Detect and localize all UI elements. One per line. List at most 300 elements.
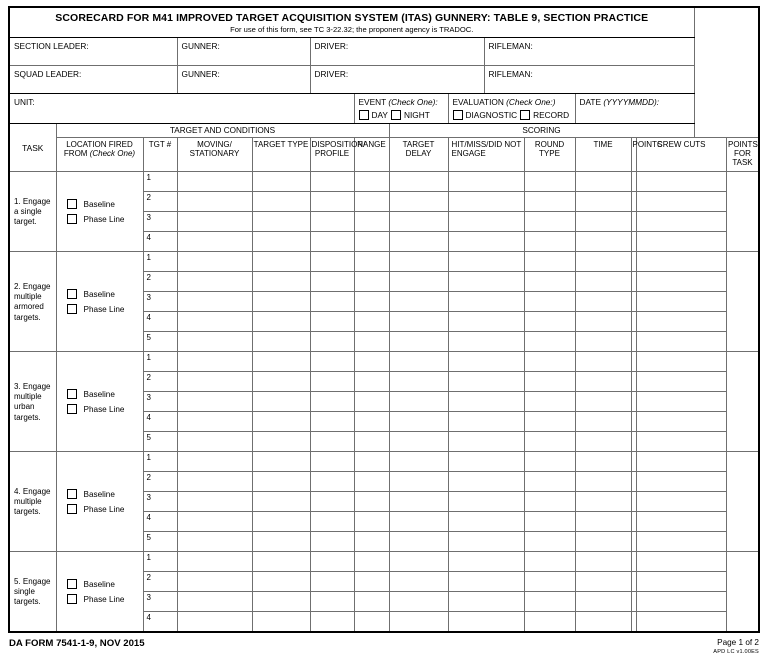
time-cell[interactable] — [575, 532, 631, 552]
evaluation-option-record: RECORD — [533, 109, 570, 120]
crew-cuts-cell[interactable] — [636, 352, 727, 372]
crew-cuts-cell[interactable] — [636, 512, 727, 532]
checkbox-baseline-icon[interactable] — [67, 389, 77, 399]
location-option-label: Phase Line — [83, 304, 125, 314]
round-type-cell[interactable] — [524, 292, 575, 312]
header-location-hint: (Check One) — [89, 149, 136, 159]
evaluation-option-diagnostic: DIAGNOSTIC — [465, 109, 518, 120]
time-cell[interactable] — [575, 492, 631, 512]
target-delay-cell[interactable] — [389, 472, 448, 492]
time-cell[interactable] — [575, 612, 631, 633]
time-cell[interactable] — [575, 212, 631, 232]
header-moving-stationary: MOVING/ STATIONARY — [177, 138, 252, 172]
moving-stationary-cell[interactable] — [177, 172, 252, 192]
rifleman-field-1[interactable]: RIFLEMAN: — [484, 38, 694, 66]
location-options-task-2 — [56, 252, 143, 352]
unit-event-row — [9, 94, 759, 124]
location-option — [67, 389, 141, 399]
location-option-label: Baseline — [83, 489, 115, 499]
round-type-cell[interactable] — [524, 432, 575, 452]
evaluation-label-line — [453, 97, 575, 107]
moving-stationary-cell[interactable] — [177, 592, 252, 612]
hit-miss-cell[interactable] — [448, 412, 524, 432]
target-type-cell[interactable] — [252, 392, 310, 412]
page-number: Page 1 of 2 — [717, 638, 759, 648]
target-delay-cell[interactable] — [389, 592, 448, 612]
target-type-cell[interactable] — [252, 352, 310, 372]
round-type-cell[interactable] — [524, 592, 575, 612]
hit-miss-cell[interactable] — [448, 192, 524, 212]
moving-stationary-cell[interactable] — [177, 512, 252, 532]
disposition-profile-cell[interactable] — [310, 232, 354, 252]
time-cell[interactable] — [575, 232, 631, 252]
hit-miss-cell[interactable] — [448, 532, 524, 552]
header-target-type: TARGET TYPE — [252, 138, 310, 172]
tgt-number-cell: 1 — [143, 172, 177, 192]
location-option — [67, 304, 141, 314]
crew-cuts-cell[interactable] — [636, 272, 727, 292]
task-label-5: 5. Engage single targets. — [9, 552, 56, 633]
target-delay-cell[interactable] — [389, 392, 448, 412]
checkbox-phase-line-icon[interactable] — [67, 304, 77, 314]
disposition-profile-cell[interactable] — [310, 292, 354, 312]
crew-cuts-cell[interactable] — [636, 532, 727, 552]
header-target-and-conditions: TARGET AND CONDITIONS — [56, 124, 389, 138]
form-id: DA FORM 7541-1-9, NOV 2015 — [9, 638, 145, 650]
crew-cuts-cell[interactable] — [636, 192, 727, 212]
disposition-profile-cell[interactable] — [310, 532, 354, 552]
target-type-cell[interactable] — [252, 512, 310, 532]
target-delay-cell[interactable] — [389, 192, 448, 212]
location-option — [67, 214, 141, 224]
hit-miss-cell[interactable] — [448, 332, 524, 352]
moving-stationary-cell[interactable] — [177, 572, 252, 592]
evaluation-hint: (Check One:) — [506, 97, 556, 108]
range-cell[interactable] — [354, 372, 389, 392]
round-type-cell[interactable] — [524, 492, 575, 512]
round-type-cell[interactable] — [524, 212, 575, 232]
disposition-profile-cell[interactable] — [310, 432, 354, 452]
checkbox-baseline-icon[interactable] — [67, 289, 77, 299]
round-type-cell[interactable] — [524, 352, 575, 372]
target-delay-cell[interactable] — [389, 352, 448, 372]
target-type-cell[interactable] — [252, 272, 310, 292]
range-cell[interactable] — [354, 272, 389, 292]
evaluation-options — [453, 110, 575, 120]
crew-cuts-cell[interactable] — [636, 452, 727, 472]
personnel-row-2 — [9, 66, 759, 94]
table-row — [9, 252, 759, 272]
header-round-type: ROUND TYPE — [524, 138, 575, 172]
moving-stationary-cell[interactable] — [177, 252, 252, 272]
tgt-number-cell: 4 — [143, 412, 177, 432]
range-cell[interactable] — [354, 572, 389, 592]
header-crew-cuts: CREW CUTS — [636, 138, 727, 172]
target-delay-cell[interactable] — [389, 312, 448, 332]
time-cell[interactable] — [575, 332, 631, 352]
moving-stationary-cell[interactable] — [177, 292, 252, 312]
hit-miss-cell[interactable] — [448, 292, 524, 312]
disposition-profile-cell[interactable] — [310, 412, 354, 432]
target-type-cell[interactable] — [252, 252, 310, 272]
column-header-row — [9, 138, 759, 172]
crew-cuts-cell[interactable] — [636, 472, 727, 492]
target-delay-cell[interactable] — [389, 372, 448, 392]
time-cell[interactable] — [575, 292, 631, 312]
moving-stationary-cell[interactable] — [177, 232, 252, 252]
tgt-number-cell: 4 — [143, 512, 177, 532]
hit-miss-cell[interactable] — [448, 232, 524, 252]
gunner-field-1[interactable]: GUNNER: — [177, 38, 310, 66]
disposition-profile-cell[interactable] — [310, 372, 354, 392]
range-cell[interactable] — [354, 332, 389, 352]
target-delay-cell[interactable] — [389, 292, 448, 312]
crew-cuts-cell[interactable] — [636, 612, 727, 633]
hit-miss-cell[interactable] — [448, 512, 524, 532]
range-cell[interactable] — [354, 172, 389, 192]
disposition-profile-cell[interactable] — [310, 452, 354, 472]
disposition-profile-cell[interactable] — [310, 172, 354, 192]
range-cell[interactable] — [354, 392, 389, 412]
tgt-number-cell: 5 — [143, 532, 177, 552]
hit-miss-cell[interactable] — [448, 572, 524, 592]
target-type-cell[interactable] — [252, 412, 310, 432]
target-delay-cell[interactable] — [389, 432, 448, 452]
target-delay-cell[interactable] — [389, 332, 448, 352]
disposition-profile-cell[interactable] — [310, 332, 354, 352]
hit-miss-cell[interactable] — [448, 252, 524, 272]
location-option — [67, 579, 141, 589]
points-for-task-cell[interactable] — [727, 352, 760, 452]
range-cell[interactable] — [354, 532, 389, 552]
disposition-profile-cell[interactable] — [310, 312, 354, 332]
evaluation-check-group — [448, 94, 575, 124]
points-for-task-cell[interactable] — [727, 252, 760, 352]
evaluation-label: EVALUATION — [452, 97, 504, 108]
range-cell[interactable] — [354, 192, 389, 212]
time-cell[interactable] — [575, 432, 631, 452]
header-target-delay: TARGET DELAY — [389, 138, 448, 172]
time-cell[interactable] — [575, 572, 631, 592]
rifleman-field-2[interactable]: RIFLEMAN: — [484, 66, 694, 94]
target-type-cell[interactable] — [252, 532, 310, 552]
range-cell[interactable] — [354, 212, 389, 232]
range-cell[interactable] — [354, 512, 389, 532]
target-type-cell[interactable] — [252, 232, 310, 252]
moving-stationary-cell[interactable] — [177, 492, 252, 512]
moving-stationary-cell[interactable] — [177, 472, 252, 492]
target-delay-cell[interactable] — [389, 452, 448, 472]
round-type-cell[interactable] — [524, 572, 575, 592]
crew-cuts-cell[interactable] — [636, 172, 727, 192]
time-cell[interactable] — [575, 372, 631, 392]
hit-miss-cell[interactable] — [448, 592, 524, 612]
hit-miss-cell[interactable] — [448, 472, 524, 492]
group-header-row — [9, 124, 759, 138]
round-type-cell[interactable] — [524, 512, 575, 532]
location-option — [67, 199, 141, 209]
hit-miss-cell[interactable] — [448, 352, 524, 372]
disposition-profile-cell[interactable] — [310, 212, 354, 232]
disposition-profile-cell[interactable] — [310, 252, 354, 272]
crew-cuts-cell[interactable] — [636, 252, 727, 272]
moving-stationary-cell[interactable] — [177, 332, 252, 352]
moving-stationary-cell[interactable] — [177, 192, 252, 212]
target-delay-cell[interactable] — [389, 532, 448, 552]
hit-miss-cell[interactable] — [448, 172, 524, 192]
moving-stationary-cell[interactable] — [177, 312, 252, 332]
disposition-profile-cell[interactable] — [310, 592, 354, 612]
round-type-cell[interactable] — [524, 392, 575, 412]
range-cell[interactable] — [354, 492, 389, 512]
section-leader-field[interactable]: SECTION LEADER: — [9, 38, 177, 66]
location-option-label: Baseline — [83, 579, 115, 589]
tgt-number-cell: 4 — [143, 312, 177, 332]
range-cell[interactable] — [354, 412, 389, 432]
moving-stationary-cell[interactable] — [177, 532, 252, 552]
disposition-profile-cell[interactable] — [310, 392, 354, 412]
disposition-profile-cell[interactable] — [310, 272, 354, 292]
tgt-number-cell: 2 — [143, 272, 177, 292]
hit-miss-cell[interactable] — [448, 272, 524, 292]
disposition-profile-cell[interactable] — [310, 472, 354, 492]
hit-miss-cell[interactable] — [448, 392, 524, 412]
disposition-profile-cell[interactable] — [310, 492, 354, 512]
driver-field-1[interactable]: DRIVER: — [310, 38, 484, 66]
target-type-cell[interactable] — [252, 212, 310, 232]
round-type-cell[interactable] — [524, 532, 575, 552]
target-type-cell[interactable] — [252, 292, 310, 312]
tgt-number-cell: 1 — [143, 352, 177, 372]
time-cell[interactable] — [575, 472, 631, 492]
target-type-cell[interactable] — [252, 312, 310, 332]
header-task: TASK — [9, 124, 56, 172]
target-type-cell[interactable] — [252, 332, 310, 352]
moving-stationary-cell[interactable] — [177, 432, 252, 452]
tgt-number-cell: 3 — [143, 392, 177, 412]
round-type-cell[interactable] — [524, 452, 575, 472]
round-type-cell[interactable] — [524, 232, 575, 252]
event-hint: (Check One): — [388, 97, 438, 108]
crew-cuts-cell[interactable] — [636, 332, 727, 352]
points-for-task-cell[interactable] — [727, 172, 760, 252]
time-cell[interactable] — [575, 272, 631, 292]
round-type-cell[interactable] — [524, 332, 575, 352]
task-label-3: 3. Engage multiple urban targets. — [9, 352, 56, 452]
target-delay-cell[interactable] — [389, 572, 448, 592]
date-label: DATE — [579, 97, 602, 108]
round-type-cell[interactable] — [524, 472, 575, 492]
checkbox-record-icon[interactable] — [520, 110, 530, 120]
points-for-task-cell[interactable] — [727, 452, 760, 552]
target-type-cell[interactable] — [252, 612, 310, 633]
checkbox-baseline-icon[interactable] — [67, 489, 77, 499]
crew-cuts-cell[interactable] — [636, 432, 727, 452]
target-delay-cell[interactable] — [389, 232, 448, 252]
checkbox-phase-line-icon[interactable] — [67, 594, 77, 604]
checkbox-diagnostic-icon[interactable] — [453, 110, 463, 120]
crew-cuts-cell[interactable] — [636, 572, 727, 592]
target-delay-cell[interactable] — [389, 612, 448, 633]
range-cell[interactable] — [354, 592, 389, 612]
round-type-cell[interactable] — [524, 412, 575, 432]
round-type-cell[interactable] — [524, 312, 575, 332]
disposition-profile-cell[interactable] — [310, 352, 354, 372]
header-disposition-profile: DISPOSITION/ PROFILE — [310, 138, 354, 172]
points-for-task-cell[interactable] — [727, 552, 760, 633]
hit-miss-cell[interactable] — [448, 312, 524, 332]
date-label-line — [580, 97, 694, 107]
moving-stationary-cell[interactable] — [177, 372, 252, 392]
checkbox-baseline-icon[interactable] — [67, 579, 77, 589]
header-points: POINTS — [631, 138, 636, 172]
checkbox-phase-line-icon[interactable] — [67, 214, 77, 224]
header-time: TIME — [575, 138, 631, 172]
range-cell[interactable] — [354, 452, 389, 472]
scorecard-form — [8, 6, 760, 633]
checkbox-phase-line-icon[interactable] — [67, 504, 77, 514]
tgt-number-cell: 3 — [143, 492, 177, 512]
crew-cuts-cell[interactable] — [636, 492, 727, 512]
target-delay-cell[interactable] — [389, 412, 448, 432]
range-cell[interactable] — [354, 312, 389, 332]
table-row — [9, 172, 759, 192]
crew-cuts-cell[interactable] — [636, 212, 727, 232]
tgt-number-cell: 2 — [143, 472, 177, 492]
target-delay-cell[interactable] — [389, 492, 448, 512]
range-cell[interactable] — [354, 292, 389, 312]
hit-miss-cell[interactable] — [448, 212, 524, 232]
target-type-cell[interactable] — [252, 452, 310, 472]
target-type-cell[interactable] — [252, 432, 310, 452]
location-option — [67, 489, 141, 499]
moving-stationary-cell[interactable] — [177, 352, 252, 372]
round-type-cell[interactable] — [524, 612, 575, 633]
disposition-profile-cell[interactable] — [310, 572, 354, 592]
checkbox-day-icon[interactable] — [359, 110, 369, 120]
unit-field[interactable]: UNIT: — [9, 94, 354, 124]
range-cell[interactable] — [354, 352, 389, 372]
range-cell[interactable] — [354, 252, 389, 272]
target-type-cell[interactable] — [252, 372, 310, 392]
time-cell[interactable] — [575, 312, 631, 332]
personnel-row-1 — [9, 38, 759, 66]
location-option — [67, 289, 141, 299]
moving-stationary-cell[interactable] — [177, 272, 252, 292]
tgt-number-cell: 4 — [143, 612, 177, 633]
time-cell[interactable] — [575, 392, 631, 412]
moving-stationary-cell[interactable] — [177, 612, 252, 633]
event-label: EVENT — [358, 97, 387, 108]
checkbox-night-icon[interactable] — [391, 110, 401, 120]
hit-miss-cell[interactable] — [448, 492, 524, 512]
target-type-cell[interactable] — [252, 492, 310, 512]
tgt-number-cell: 3 — [143, 592, 177, 612]
moving-stationary-cell[interactable] — [177, 412, 252, 432]
disposition-profile-cell[interactable] — [310, 192, 354, 212]
moving-stationary-cell[interactable] — [177, 452, 252, 472]
time-cell[interactable] — [575, 452, 631, 472]
target-delay-cell[interactable] — [389, 212, 448, 232]
task-label-4: 4. Engage multiple targets. — [9, 452, 56, 552]
time-cell[interactable] — [575, 172, 631, 192]
range-cell[interactable] — [354, 232, 389, 252]
crew-cuts-cell[interactable] — [636, 292, 727, 312]
crew-cuts-cell[interactable] — [636, 372, 727, 392]
time-cell[interactable] — [575, 592, 631, 612]
round-type-cell[interactable] — [524, 252, 575, 272]
tgt-number-cell: 3 — [143, 212, 177, 232]
crew-cuts-cell[interactable] — [636, 232, 727, 252]
range-cell[interactable] — [354, 612, 389, 633]
time-cell[interactable] — [575, 352, 631, 372]
target-type-cell[interactable] — [252, 172, 310, 192]
location-option-label: Baseline — [83, 289, 115, 299]
squad-leader-field[interactable]: SQUAD LEADER: — [9, 66, 177, 94]
time-cell[interactable] — [575, 252, 631, 272]
round-type-cell[interactable] — [524, 192, 575, 212]
round-type-cell[interactable] — [524, 272, 575, 292]
tgt-number-cell: 1 — [143, 552, 177, 572]
tgt-number-cell: 5 — [143, 432, 177, 452]
driver-field-2[interactable]: DRIVER: — [310, 66, 484, 94]
crew-cuts-cell[interactable] — [636, 412, 727, 432]
crew-cuts-cell[interactable] — [636, 592, 727, 612]
disposition-profile-cell[interactable] — [310, 512, 354, 532]
hit-miss-cell[interactable] — [448, 452, 524, 472]
target-delay-cell[interactable] — [389, 172, 448, 192]
hit-miss-cell[interactable] — [448, 432, 524, 452]
crew-cuts-cell[interactable] — [636, 392, 727, 412]
checkbox-baseline-icon[interactable] — [67, 199, 77, 209]
disposition-profile-cell[interactable] — [310, 612, 354, 633]
task-rows-body — [9, 172, 759, 633]
target-delay-cell[interactable] — [389, 272, 448, 292]
moving-stationary-cell[interactable] — [177, 212, 252, 232]
range-cell[interactable] — [354, 432, 389, 452]
date-field[interactable] — [575, 94, 694, 124]
range-cell[interactable] — [354, 472, 389, 492]
event-check-group — [354, 94, 448, 124]
form-footer — [8, 638, 760, 655]
target-delay-cell[interactable] — [389, 252, 448, 272]
time-cell[interactable] — [575, 192, 631, 212]
target-delay-cell[interactable] — [389, 512, 448, 532]
round-type-cell[interactable] — [524, 372, 575, 392]
gunner-field-2[interactable]: GUNNER: — [177, 66, 310, 94]
target-type-cell[interactable] — [252, 592, 310, 612]
moving-stationary-cell[interactable] — [177, 392, 252, 412]
hit-miss-cell[interactable] — [448, 372, 524, 392]
target-type-cell[interactable] — [252, 192, 310, 212]
tgt-number-cell: 2 — [143, 572, 177, 592]
round-type-cell[interactable] — [524, 172, 575, 192]
hit-miss-cell[interactable] — [448, 612, 524, 633]
header-tgt-number: TGT # — [143, 138, 177, 172]
target-type-cell[interactable] — [252, 572, 310, 592]
time-cell[interactable] — [575, 412, 631, 432]
time-cell[interactable] — [575, 512, 631, 532]
checkbox-phase-line-icon[interactable] — [67, 404, 77, 414]
event-label-line — [359, 97, 448, 107]
location-option-label: Phase Line — [83, 504, 125, 514]
tgt-number-cell: 3 — [143, 292, 177, 312]
target-type-cell[interactable] — [252, 472, 310, 492]
date-hint: (YYYYMMDD): — [603, 97, 660, 108]
crew-cuts-cell[interactable] — [636, 312, 727, 332]
apd-revision: APD LC v1.00ES — [713, 648, 759, 655]
header-points-for-task: POINTS FOR TASK — [727, 138, 760, 172]
